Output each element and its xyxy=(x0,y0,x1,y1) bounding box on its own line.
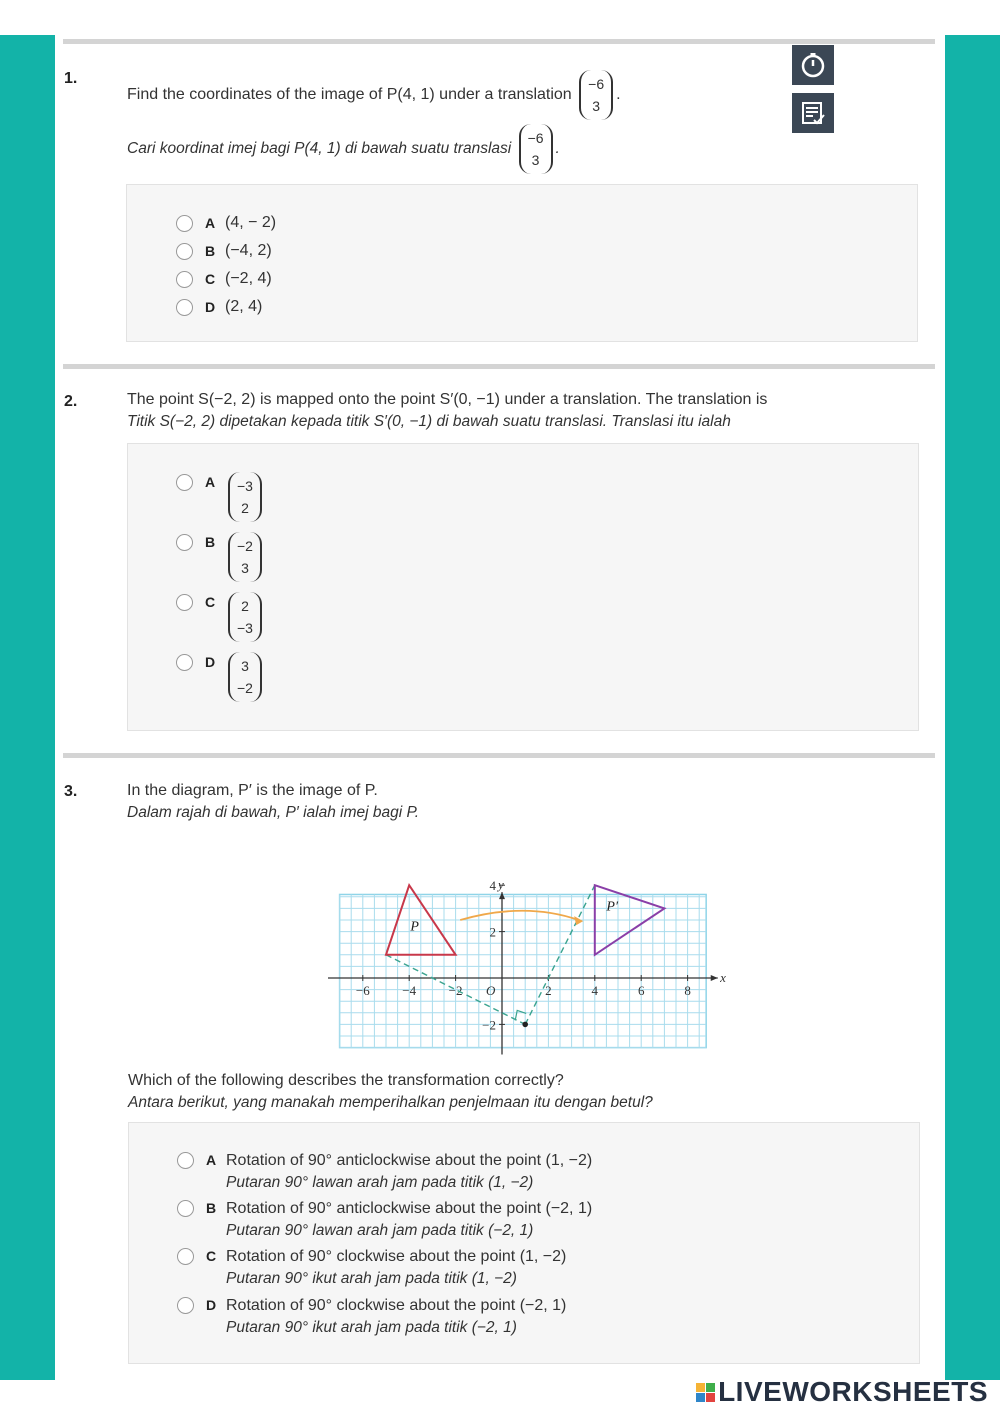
logo-mark-icon xyxy=(696,1383,715,1402)
review-button[interactable] xyxy=(792,93,834,133)
option-letter: B xyxy=(205,243,216,259)
liveworksheets-logo xyxy=(696,1376,988,1408)
option-letter: C xyxy=(205,594,216,610)
right-border xyxy=(945,35,1000,1380)
option-value: (−2, 4) xyxy=(225,270,272,287)
option-value: (4, − 2) xyxy=(225,214,277,231)
option-letter: C xyxy=(205,271,216,287)
radio-button[interactable] xyxy=(177,1200,194,1217)
x-axis-arrow xyxy=(711,975,718,981)
radio-button[interactable] xyxy=(176,271,193,288)
separator xyxy=(63,39,935,44)
y-axis-label: y xyxy=(498,877,504,892)
x-tick-label: −6 xyxy=(355,983,370,998)
vector-answer: 3 −2 xyxy=(228,652,262,702)
translation-vector: −6 3 xyxy=(519,124,553,174)
question-prompt-ms: Antara berikut, yang manakah memperihalkan penjelmaan itu dengan betul? xyxy=(128,1094,653,1111)
radio-button[interactable] xyxy=(176,534,193,551)
option-a[interactable] xyxy=(176,213,276,232)
translation-vector: −6 3 xyxy=(579,70,613,120)
option-a[interactable] xyxy=(176,472,265,522)
option-letter: A xyxy=(205,215,216,231)
option-c[interactable] xyxy=(177,1246,566,1290)
x-tick-label: 6 xyxy=(637,983,645,998)
x-axis-label: x xyxy=(720,970,726,985)
radio-button[interactable] xyxy=(176,594,193,611)
vector-answer: −2 3 xyxy=(228,532,262,582)
option-d[interactable] xyxy=(177,1295,566,1339)
origin-label: O xyxy=(486,983,496,998)
answer-box xyxy=(126,184,918,342)
option-letter: A xyxy=(205,474,216,490)
option-text-en: Rotation of 90° anticlockwise about the point (1, −2) xyxy=(226,1152,593,1169)
option-b[interactable] xyxy=(176,241,272,260)
option-c[interactable] xyxy=(176,592,265,642)
option-letter: C xyxy=(206,1248,217,1264)
radio-button[interactable] xyxy=(176,299,193,316)
separator xyxy=(63,364,935,369)
separator xyxy=(63,753,935,758)
radio-button[interactable] xyxy=(177,1248,194,1265)
x-tick-label: 8 xyxy=(684,983,691,998)
option-letter: D xyxy=(205,654,216,670)
x-tick-label: −2 xyxy=(448,983,463,998)
option-letter: B xyxy=(206,1200,217,1216)
question-prompt-en: Which of the following describes the transformation correctly? xyxy=(128,1072,564,1089)
y-tick-label: −2 xyxy=(482,1017,496,1033)
option-c[interactable] xyxy=(176,269,272,288)
x-tick-label: 4 xyxy=(591,983,599,998)
question-text-ms: Titik S(−2, 2) dipetakan kepada titik S′(0, −1) di bawah suatu translasi. Translasi itu ialah xyxy=(127,413,731,430)
vector-answer: −3 2 xyxy=(228,472,262,522)
left-border xyxy=(0,35,55,1380)
radio-button[interactable] xyxy=(176,215,193,232)
option-letter: D xyxy=(206,1297,217,1313)
option-a[interactable] xyxy=(177,1150,592,1194)
option-text-en: Rotation of 90° anticlockwise about the point (−2, 1) xyxy=(226,1200,593,1217)
shape-p-prime-label: P′ xyxy=(606,899,619,915)
option-b[interactable] xyxy=(176,532,265,582)
question-number: 1. xyxy=(64,70,78,87)
x-tick-label: −4 xyxy=(402,983,417,998)
question-text-en: The point S(−2, 2) is mapped onto the point S′(0, −1) under a translation. The translation is xyxy=(127,391,768,408)
option-value: (−4, 2) xyxy=(225,242,272,259)
option-text-ms: Putaran 90° ikut arah jam pada titik (1, −2) xyxy=(226,1270,517,1287)
logo-text: LIVEWORKSHEETS xyxy=(718,1376,988,1407)
radio-button[interactable] xyxy=(176,243,193,260)
vector-answer: 2 −3 xyxy=(228,592,262,642)
option-text-en: Rotation of 90° clockwise about the point (1, −2) xyxy=(226,1248,567,1265)
timer-button[interactable] xyxy=(792,45,834,85)
radio-button[interactable] xyxy=(177,1297,194,1314)
radio-button[interactable] xyxy=(176,654,193,671)
question-text-en: Find the coordinates of the image of P(4, 1) under a translation −6 3 . xyxy=(127,70,621,120)
y-tick-label: 4 xyxy=(489,878,496,894)
shape-p-label: P xyxy=(410,919,419,935)
option-value: (2, 4) xyxy=(225,298,263,315)
option-d[interactable] xyxy=(176,297,262,316)
radio-button[interactable] xyxy=(177,1152,194,1169)
option-letter: D xyxy=(205,299,216,315)
option-text-ms: Putaran 90° lawan arah jam pada titik (−2, 1) xyxy=(226,1222,534,1239)
option-text-ms: Putaran 90° lawan arah jam pada titik (1, −2) xyxy=(226,1174,534,1191)
option-letter: B xyxy=(205,534,216,550)
option-d[interactable] xyxy=(176,652,265,702)
option-letter: A xyxy=(206,1152,217,1168)
clipboard-check-icon xyxy=(798,98,828,128)
center-point xyxy=(522,1022,528,1028)
x-tick-label: 2 xyxy=(545,983,552,998)
y-tick-label: 2 xyxy=(489,924,496,940)
option-b[interactable] xyxy=(177,1198,592,1242)
question-text-ms: Cari koordinat imej bagi P(4, 1) di bawah suatu translasi −6 3 . xyxy=(127,124,560,174)
coordinate-diagram xyxy=(340,845,726,1055)
question-text-en: In the diagram, P′ is the image of P. xyxy=(127,782,378,799)
question-number: 3. xyxy=(64,783,78,800)
option-text-en: Rotation of 90° clockwise about the point (−2, 1) xyxy=(226,1297,567,1314)
question-number: 2. xyxy=(64,393,78,410)
option-text-ms: Putaran 90° ikut arah jam pada titik (−2, 1) xyxy=(226,1319,517,1336)
stopwatch-icon xyxy=(798,50,828,80)
radio-button[interactable] xyxy=(176,474,193,491)
question-text-ms: Dalam rajah di bawah, P′ ialah imej bagi P. xyxy=(127,804,420,821)
